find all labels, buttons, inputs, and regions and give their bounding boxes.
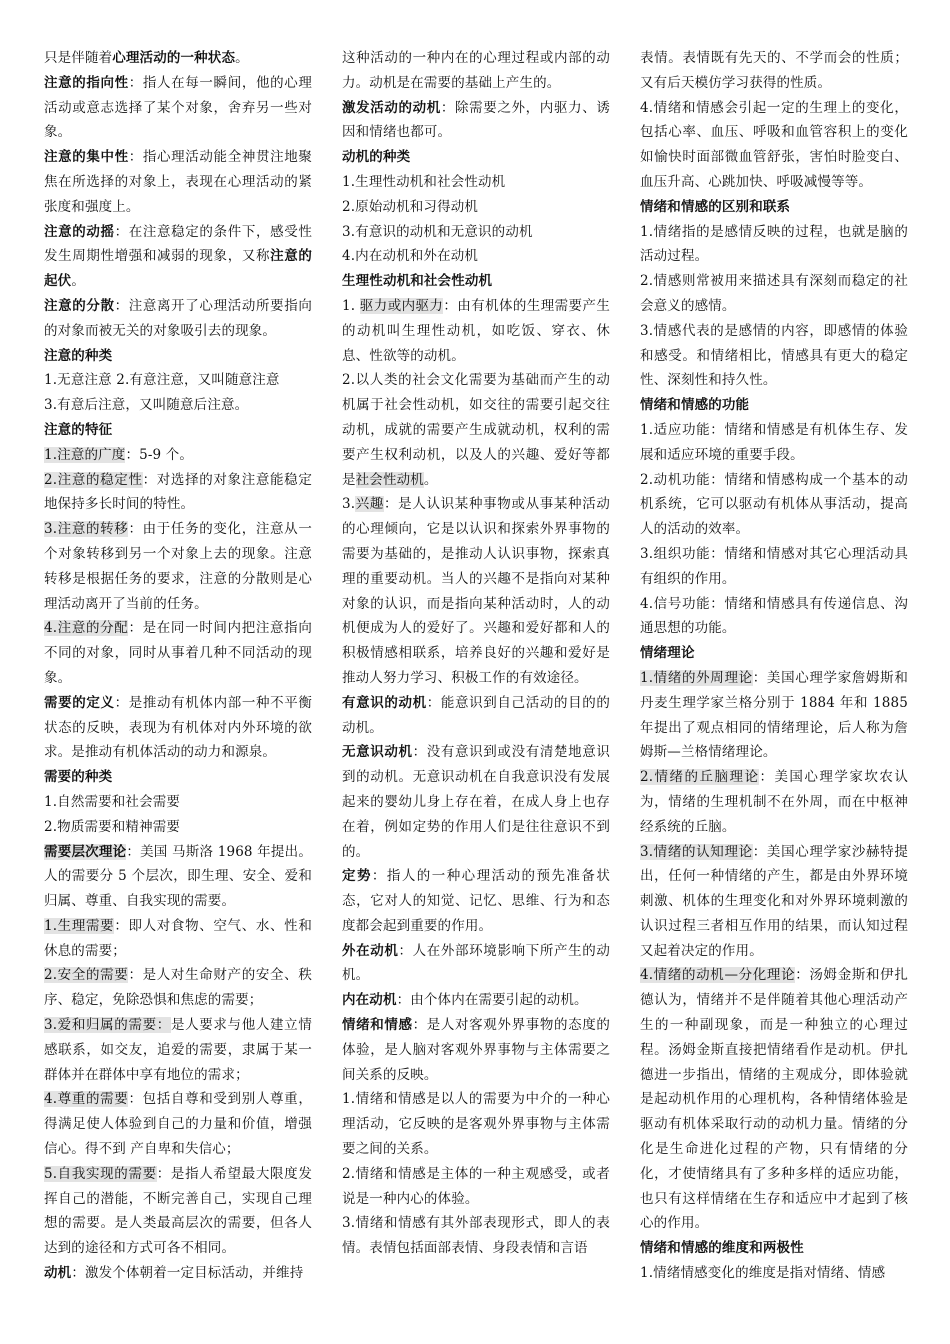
text-run: ：是人对客观外界事物的态度的体验，是人脑对客观外界事物与主体需要之间关系的反映。 (342, 1017, 610, 1083)
text-run: 3.情绪和情感有其外部表现形式，即人的表情。表情包括面部表情、身段表情和言语 (342, 1215, 610, 1257)
bold-term: 情绪和情感 (342, 1017, 413, 1034)
paragraph (640, 418, 908, 468)
text-run: 4.内在动机和外在动机 (342, 248, 479, 265)
text-run: ：是推动有机体内部一种不平衡状态的反映，表现为有机体对内外环境的欲求。是推动有机体活动的动力和源泉。 (44, 694, 312, 761)
paragraph (44, 1087, 312, 1161)
highlighted-term: 5.自我实现的需要 (44, 1165, 157, 1182)
paragraph (44, 145, 312, 219)
bold-term: 注意的起伏 (44, 248, 313, 290)
text-run: 2.动机功能：情绪和情感构成一个基本的动机系统，它可以驱动有机体从事活动，提高人的活动的效率。 (640, 471, 908, 538)
text-run: ：能意识到自己活动的目的的动机。 (342, 694, 610, 736)
section-heading (640, 393, 908, 418)
text-run: ：包括自尊和受到别人尊重，得满足使人体验到自己的力量和价值，增强信心。得不到 产自卑和失信心； (44, 1091, 312, 1158)
paragraph (342, 1087, 610, 1161)
paragraph (342, 244, 610, 269)
bold-term: 内在动机 (342, 992, 397, 1009)
bold-term: 定势 (342, 868, 372, 885)
paragraph (44, 46, 312, 71)
text-run: 1.无意注意 2.有意注意，又叫随意注意 (44, 372, 280, 389)
paragraph (44, 393, 312, 418)
section-heading (342, 145, 610, 170)
text-run: 3. (342, 496, 356, 513)
text-run: ：人在外部环境影响下所产生的动机。 (342, 942, 611, 984)
bold-term: 无意识动机 (342, 744, 413, 761)
section-heading (44, 344, 312, 369)
paragraph (44, 1261, 312, 1286)
paragraph (342, 1211, 610, 1261)
paragraph (44, 1013, 312, 1087)
text-run: 1.适应功能：情绪和情感是有机体生存、发展和适应环境的重要手段。 (640, 421, 908, 463)
paragraph (44, 815, 312, 840)
paragraph (342, 195, 610, 220)
paragraph (44, 963, 312, 1013)
paragraph (640, 1261, 908, 1286)
paragraph (640, 840, 908, 964)
text-run: ：没有意识到或没有清楚地意识到的动机。无意识动机在自我意识没有发展起来的婴幼儿身上存在着，在成人身上也存在着，例如定势的作用人们是往往意识不到的。 (342, 744, 610, 860)
paragraph (640, 220, 908, 270)
text-column-left (44, 46, 312, 1286)
bold-term: 情绪和情感的区别和联系 (640, 198, 791, 215)
highlighted-term: 兴趣 (355, 496, 385, 513)
paragraph (640, 96, 908, 195)
paragraph (342, 294, 610, 368)
paragraph (342, 988, 610, 1013)
paragraph (342, 492, 610, 690)
text-run: ：指人的一种心理活动的预先准备状态，它对人的知觉、记忆、思维、行为和态度都会起到重要的作用。 (342, 868, 610, 934)
highlighted-term: 社会性动机 (355, 471, 424, 488)
text-run: 1. (342, 297, 360, 314)
text-run: ：是指人希望最大限度发挥自己的潜能，不断完善自己，实现自己理想的需要。是人类最高层次的需要，但各人达到的途径和方式可各不相同。 (44, 1165, 312, 1257)
bold-term: 注意的分散 (44, 297, 115, 314)
paragraph (640, 319, 908, 393)
paragraph (640, 666, 908, 765)
text-column-right (640, 46, 908, 1286)
highlighted-term: 2.注意的稳定性 (44, 471, 143, 488)
text-run: 。 (423, 471, 438, 488)
section-heading (640, 1236, 908, 1261)
paragraph (342, 170, 610, 195)
text-run: 1.情绪情感变化的维度是指对情绪、情感 (640, 1265, 886, 1282)
bold-term: 生理性动机和社会性动机 (342, 273, 493, 290)
bold-term: 动机 (44, 1265, 72, 1282)
paragraph (342, 1013, 610, 1087)
text-run: ：美国心理学家詹姆斯和丹麦生理学家兰格分别于 1884 年和 1885 年提出了观点相同的情绪理论，后人称为詹姆斯—兰格情绪理论。 (640, 669, 908, 761)
section-heading (342, 269, 610, 294)
highlighted-term: 4.尊重的需要 (44, 1091, 129, 1108)
text-run: ：由个体内在需要引起的动机。 (396, 992, 588, 1009)
bold-term: 情绪和情感的维度和两极性 (640, 1240, 804, 1257)
bold-term: 注意的动摇 (44, 223, 115, 240)
text-run: 是人要求与他人建立情感联系，如交友，追爱的需要，隶属于某一群体并在群体中享有地位的需求； (44, 1017, 312, 1083)
paragraph (44, 368, 312, 393)
paragraph (342, 220, 610, 245)
bold-term: 情绪和情感的功能 (640, 397, 750, 414)
paragraph (342, 368, 610, 492)
text-run: ：5-9 个。 (125, 446, 194, 463)
text-run: 2.情绪和情感是主体的一种主观感受，或者说是一种内心的体验。 (342, 1165, 610, 1207)
highlighted-term: 3.爱和归属的需要： (44, 1017, 171, 1034)
paragraph (640, 765, 908, 839)
paragraph (44, 294, 312, 344)
highlighted-term: 1.情绪的外周理论 (640, 669, 753, 686)
text-run: ：激发个体朝着一定目标活动，并维持 (71, 1265, 304, 1282)
text-run: 1.情绪指的是感情反映的过程，也就是脑的活动过程。 (640, 223, 908, 265)
paragraph (342, 691, 610, 741)
text-run: ：由于任务的变化，注意从一个对象转移到另一个对象上去的现象。注意转移是根据任务的要求，注意的分散则是心理活动离开了当前的任务。 (44, 521, 312, 612)
bold-term: 外在动机 (342, 942, 399, 959)
bold-term: 注意的指向性 (44, 74, 129, 91)
text-run: ：由有机体的生理需要产生的动机叫生理性动机，如吃饭、穿衣、休息、性欲等的动机。 (342, 297, 610, 364)
section-heading (44, 418, 312, 443)
highlighted-term: 3.情绪的认知理论 (640, 843, 753, 860)
bold-term: 注意的集中性 (44, 149, 129, 166)
paragraph (44, 468, 312, 518)
text-run: ：美国心理学家沙赫特提出，任何一种情绪的产生，都是由外界环境刺激、机体的生理变化和对外界环境刺激的认识过程三者相互作用的结果，而认知过程又起着决定的作用。 (640, 843, 908, 959)
text-run: ：是在同一时间内把注意指向不同的对象，同时从事着几种不同活动的现象。 (44, 620, 312, 686)
paragraph (44, 840, 312, 914)
bold-term: 情绪理论 (640, 645, 695, 662)
text-run: 。 (71, 273, 85, 290)
text-run: ：对选择的对象注意能稳定地保持多长时间的特性。 (44, 471, 312, 513)
highlighted-term: 4.注意的分配 (44, 620, 129, 637)
paragraph (342, 96, 610, 146)
text-run: 3.有意后注意，又叫随意后注意。 (44, 397, 249, 414)
paragraph (640, 46, 908, 96)
text-run: ：即人对食物、空气、水、性和休息的需要； (44, 917, 312, 959)
paragraph (44, 443, 312, 468)
text-run: 2.原始动机和习得动机 (342, 198, 479, 215)
text-run: 。 (235, 50, 249, 66)
text-run: ：美国 马斯洛 1968 年提出。人的需要分 5 个层次，即生理、安全、爱和归属、尊重、自我实现的需要。 (44, 843, 312, 910)
paragraph (640, 592, 908, 642)
section-heading (44, 765, 312, 790)
paragraph (640, 468, 908, 542)
text-run: 2.物质需要和精神需要 (44, 818, 181, 835)
text-run: ：是人认识某种事物或从事某种活动的心理倾向，它是以认识和探索外界事物的需要为基础的，是推动人认识事物，探索真理的重要动机。当人的兴趣不是指向对某种对象的认识，而是指向某种活动时，人的动机便成为人的爱好了。兴趣和爱好都和人的积极情感相联系，培养良好的兴趣和爱好是推动人努力学习、积极工作的有效途径。 (342, 496, 610, 686)
text-run: ：汤姆金斯和伊扎德认为，情绪并不是伴随着其他心理活动产生的一种副现象，而是一种独立的心理过程。汤姆金斯直接把情绪看作是动机。伊扎德进一步指出，情绪的主观成分，即体验就是起动机作用的心理机构，各种情绪体验是驱动有机体采取行动的动机力量。情绪的分化是生命进化过程的产物，只有情绪的分化，才使情绪具有了多种多样的适应功能，也只有这样情绪在生存和适应中才起到了核心的作用。 (640, 967, 908, 1232)
text-run: 2.以人类的社会文化需要为基础而产生的动机属于社会性动机，如交往的需要引起交往动机，成就的需要产生成就动机，权利的需要产生权利动机，以及人的兴趣、爱好等都是 (342, 372, 610, 488)
paragraph (342, 1162, 610, 1212)
paragraph (640, 963, 908, 1236)
text-run: 只是伴随着 (44, 50, 113, 66)
text-run: ：除需要之外，内驱力、诱因和情绪也都可。 (342, 99, 610, 141)
bold-term: 需要的种类 (44, 769, 113, 786)
section-heading (640, 641, 908, 666)
paragraph (44, 1162, 312, 1261)
text-run: 3.有意识的动机和无意识的动机 (342, 223, 533, 240)
paragraph (44, 517, 312, 616)
highlighted-term: 4.情绪的动机—分化理论 (640, 967, 796, 984)
paragraph (342, 46, 610, 96)
paragraph (342, 740, 610, 864)
paragraph (640, 542, 908, 592)
text-run: ：注意离开了心理活动所要指向的对象而被无关的对象吸引去的现象。 (44, 297, 312, 339)
text-run: 4.信号功能：情绪和情感具有传递信息、沟通思想的功能。 (640, 595, 908, 637)
paragraph (342, 939, 610, 989)
paragraph (44, 790, 312, 815)
paragraph (640, 269, 908, 319)
text-run: ：指心理活动能全神贯注地聚焦在所选择的对象上，表现在心理活动的紧张度和强度上。 (44, 149, 312, 215)
bold-term: 激发活动的动机 (342, 99, 441, 116)
text-run: ：在注意稳定的条件下，感受性发生周期性增强和减弱的现象，又称 (44, 223, 312, 265)
highlighted-term: 1.生理需要 (44, 917, 115, 934)
bold-term: 有意识的动机 (342, 694, 427, 711)
text-column-middle (342, 46, 610, 1261)
highlighted-term: 2.情绪的丘脑理论 (640, 769, 760, 786)
text-run: ：是人对生命财产的安全、秩序、稳定，免除恐惧和焦虑的需要； (44, 967, 312, 1009)
bold-term: 需要的定义 (44, 694, 115, 711)
text-run: 表情。表情既有先天的、不学而会的性质；又有后天模仿学习获得的性质。 (640, 50, 908, 91)
paragraph (44, 914, 312, 964)
bold-term: 注意的种类 (44, 347, 113, 364)
highlighted-term: 3.注意的转移 (44, 521, 129, 538)
paragraph (342, 864, 610, 938)
text-run: ：美国心理学家坎农认为，情绪的生理机制不在外周，而在中枢神经系统的丘脑。 (640, 769, 909, 835)
bold-term: 需要层次理论 (44, 843, 127, 860)
highlighted-term: 驱力或内驱力 (359, 297, 444, 314)
paragraph (44, 220, 312, 294)
highlighted-term: 2.安全的需要 (44, 967, 129, 984)
text-run: 1.情绪和情感是以人的需要为中介的一种心理活动，它反映的是客观外界事物与主体需要之间的关系。 (342, 1091, 610, 1158)
text-run: ：指人在每一瞬间，他的心理活动或意志选择了某个对象，舍弃另一些对象。 (44, 74, 312, 141)
text-run: 1.自然需要和社会需要 (44, 793, 181, 810)
bold-term: 注意的特征 (44, 421, 113, 438)
text-run: 3.组织功能：情绪和情感对其它心理活动具有组织的作用。 (640, 545, 908, 587)
text-run: 2.情感则常被用来描述具有深刻而稳定的社会意义的感情。 (640, 273, 908, 314)
bold-term: 动机的种类 (342, 149, 411, 166)
section-heading (640, 195, 908, 220)
paragraph (44, 71, 312, 145)
paragraph (44, 616, 312, 690)
text-run: 3.情感代表的是感情的内容，即感情的体验和感受。和情绪相比，情感具有更大的稳定性、深刻性和持久性。 (640, 322, 908, 389)
text-run: 这种活动的一种内在的心理过程或内部的动力。动机是在需要的基础上产生的。 (342, 50, 610, 91)
paragraph (44, 691, 312, 765)
text-run: 1.生理性动机和社会性动机 (342, 173, 506, 190)
highlighted-term: 1.注意的广度 (44, 446, 126, 463)
text-run: 4.情绪和情感会引起一定的生理上的变化，包括心率、血压、呼吸和血管容积上的变化如愉快时面部微血管舒张，害怕时脸变白、血压升高、心跳加快、呼吸减慢等等。 (640, 99, 908, 190)
bold-term: 心理活动的一种状态 (112, 50, 236, 66)
